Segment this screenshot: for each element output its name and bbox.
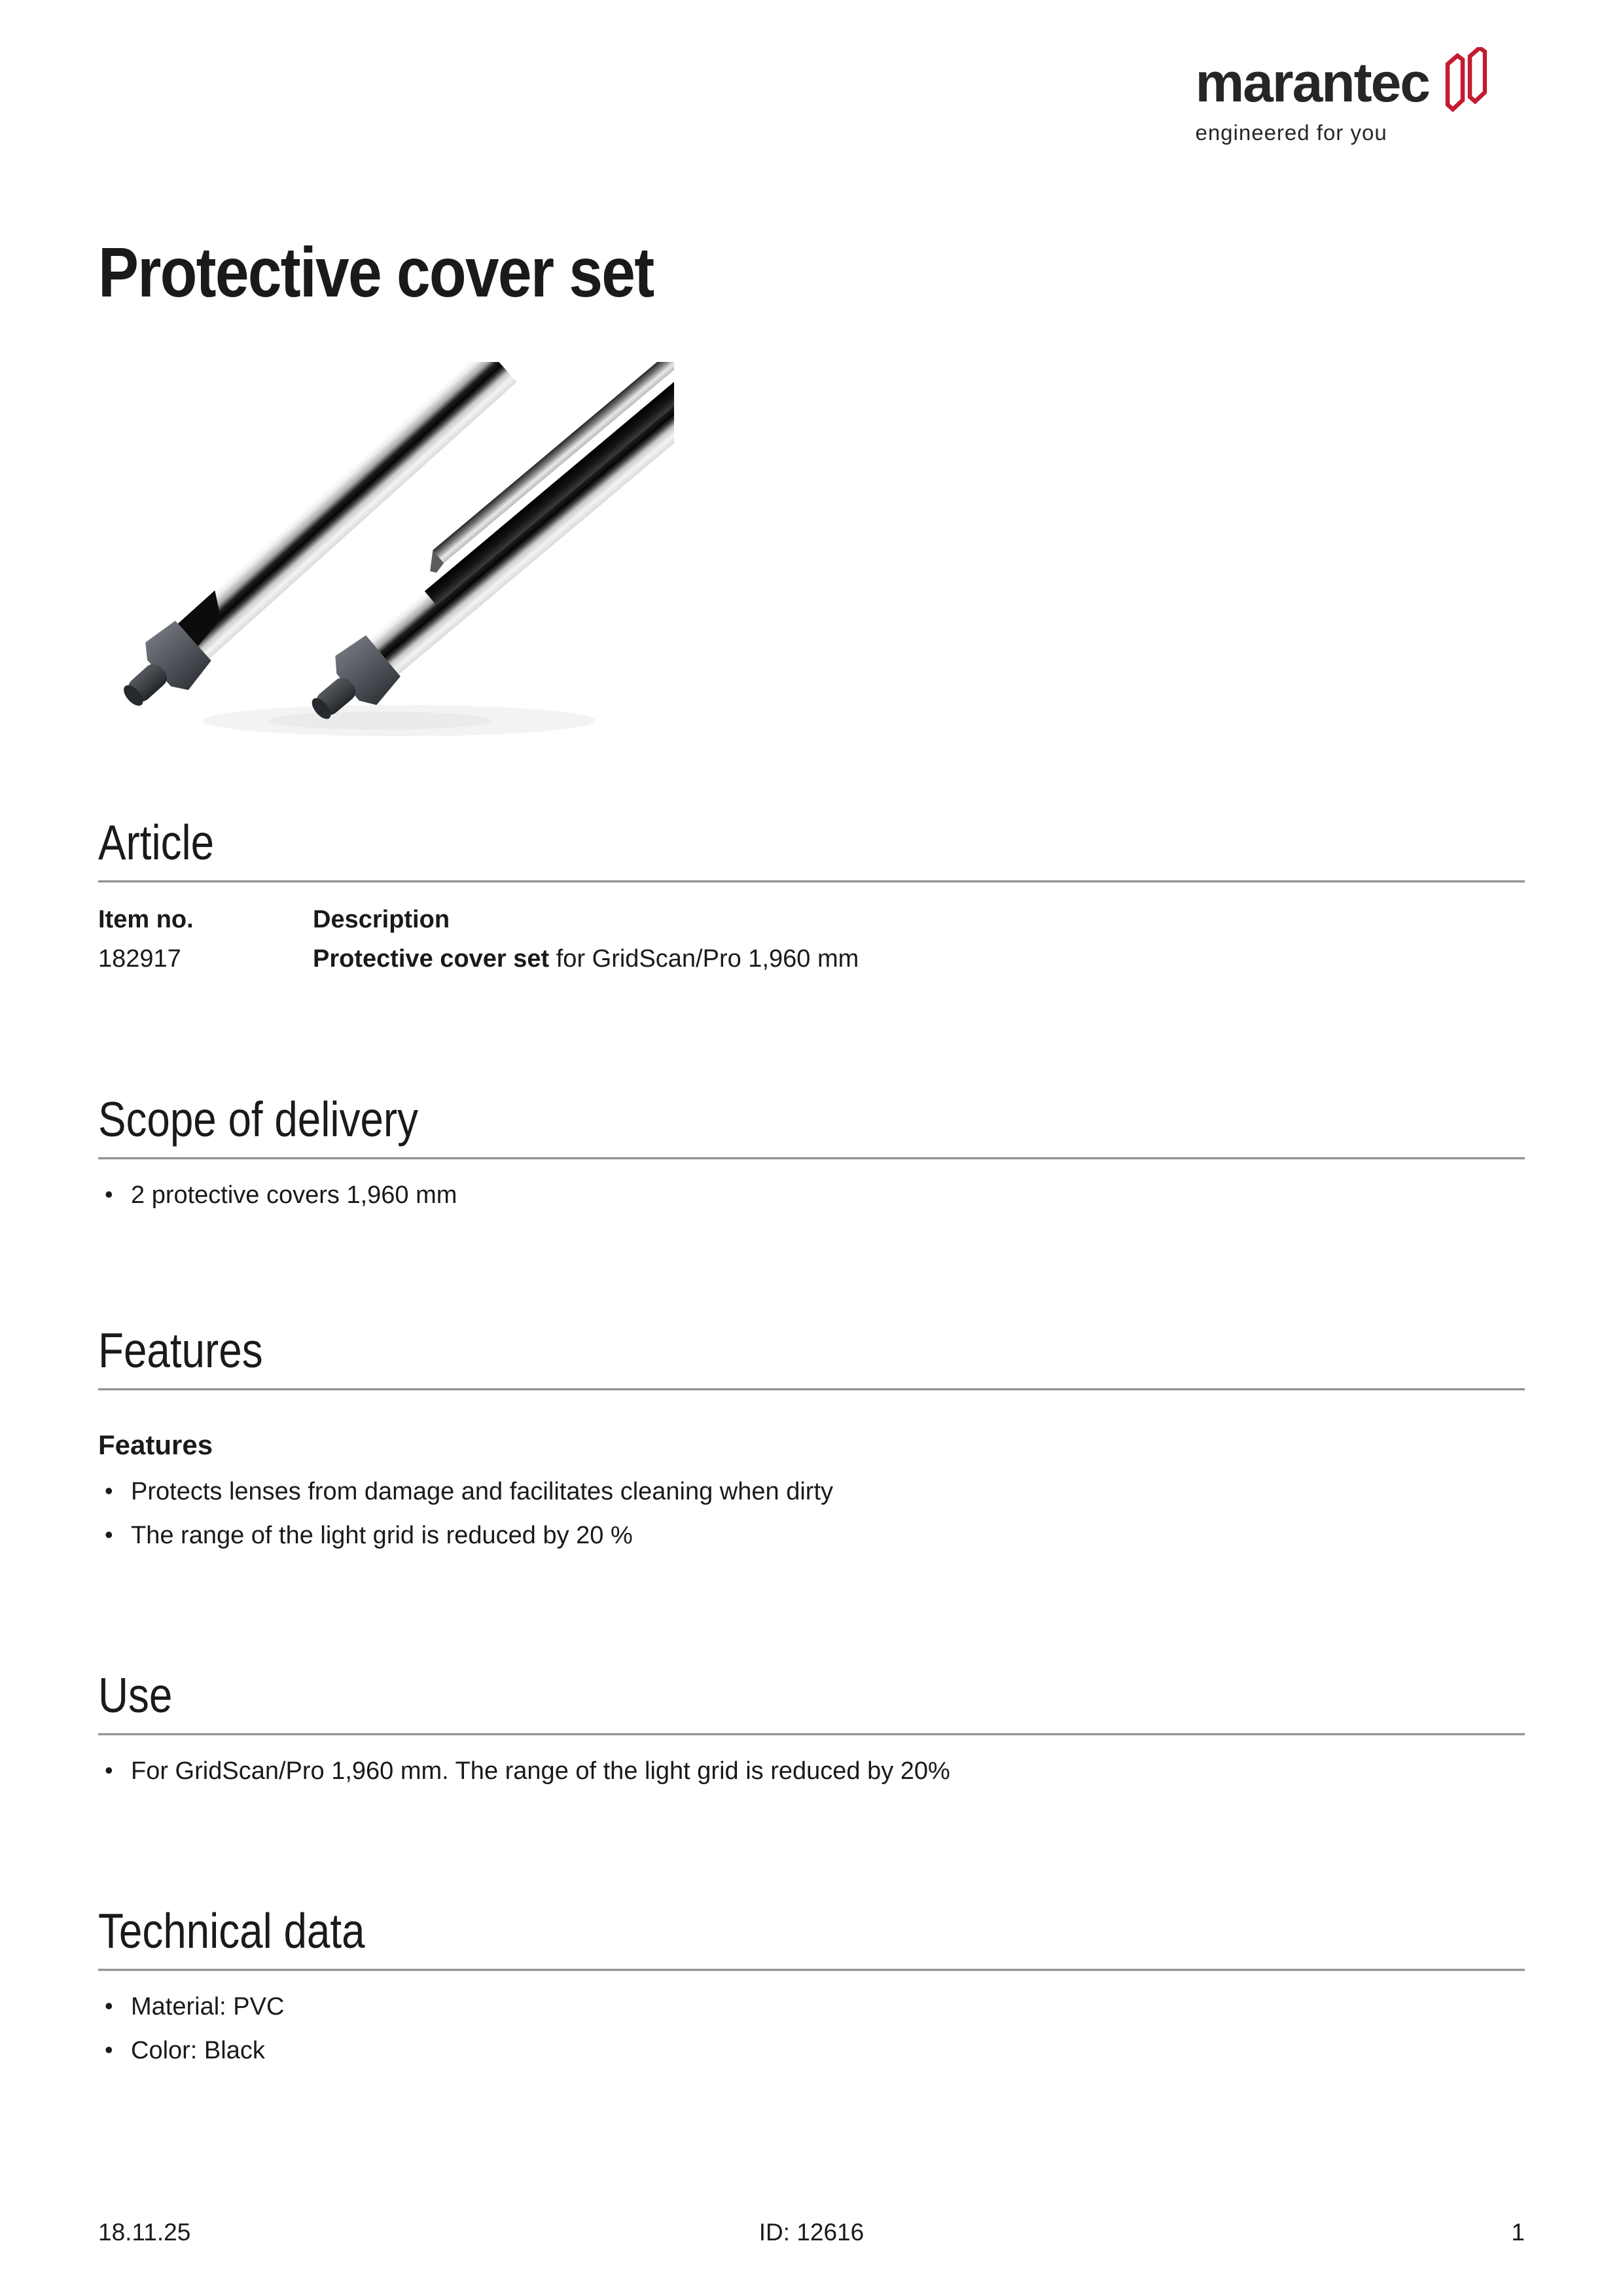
list-item: • Color: Black xyxy=(98,2036,1525,2066)
protective-cover-bar-right xyxy=(285,362,674,738)
article-table xyxy=(98,905,1525,974)
list-item: • Protects lenses from damage and facilitates cleaning when dirty xyxy=(98,1477,1525,1507)
scope-heading: Scope of delivery xyxy=(98,1092,419,1147)
list-item: • 2 protective covers 1,960 mm xyxy=(98,1181,1525,1211)
brand-logo xyxy=(1195,52,1487,145)
divider xyxy=(98,1388,1525,1391)
divider xyxy=(98,1733,1525,1736)
product-photo xyxy=(98,362,674,742)
technical-bullet-list xyxy=(98,1992,1525,2066)
description-product-name: Protective cover set xyxy=(313,944,550,973)
brand-tagline: engineered for you xyxy=(1195,120,1387,145)
footer-document-id: ID: 12616 xyxy=(758,2219,865,2246)
use-bullet-list xyxy=(98,1757,1525,1787)
section-features xyxy=(98,1323,1525,1565)
section-use xyxy=(98,1668,1525,1801)
list-item: • For GridScan/Pro 1,960 mm. The range of the light grid is reduced by 20% xyxy=(98,1757,1525,1787)
divider xyxy=(98,1157,1525,1160)
section-article xyxy=(98,815,1525,974)
footer-page-number: 1 xyxy=(1511,2219,1525,2246)
page-title: Protective cover set xyxy=(98,232,654,312)
features-subheading: Features xyxy=(98,1429,213,1460)
article-heading: Article xyxy=(98,815,215,870)
brand-mark-icon xyxy=(1445,47,1487,113)
column-header-item-no: Item no. xyxy=(98,906,194,933)
features-heading: Features xyxy=(98,1323,263,1378)
description-cell xyxy=(313,944,1525,975)
scope-bullet-list xyxy=(98,1181,1525,1211)
divider xyxy=(98,1969,1525,1971)
section-technical-data xyxy=(98,1903,1525,2079)
section-scope-of-delivery xyxy=(98,1092,1525,1225)
divider xyxy=(98,880,1525,883)
list-item: • The range of the light grid is reduced by 20 % xyxy=(98,1521,1525,1551)
footer-date: 18.11.25 xyxy=(98,2219,191,2246)
page-footer xyxy=(98,2219,1525,2250)
use-heading: Use xyxy=(98,1668,173,1723)
features-bullet-list xyxy=(98,1477,1525,1551)
item-number-cell: 182917 xyxy=(98,944,181,973)
column-header-description: Description xyxy=(313,906,450,933)
description-detail: for GridScan/Pro 1,960 mm xyxy=(556,944,859,973)
technical-heading: Technical data xyxy=(98,1903,365,1958)
brand-wordmark: marantec xyxy=(1195,52,1429,113)
list-item: • Material: PVC xyxy=(98,1992,1525,2022)
